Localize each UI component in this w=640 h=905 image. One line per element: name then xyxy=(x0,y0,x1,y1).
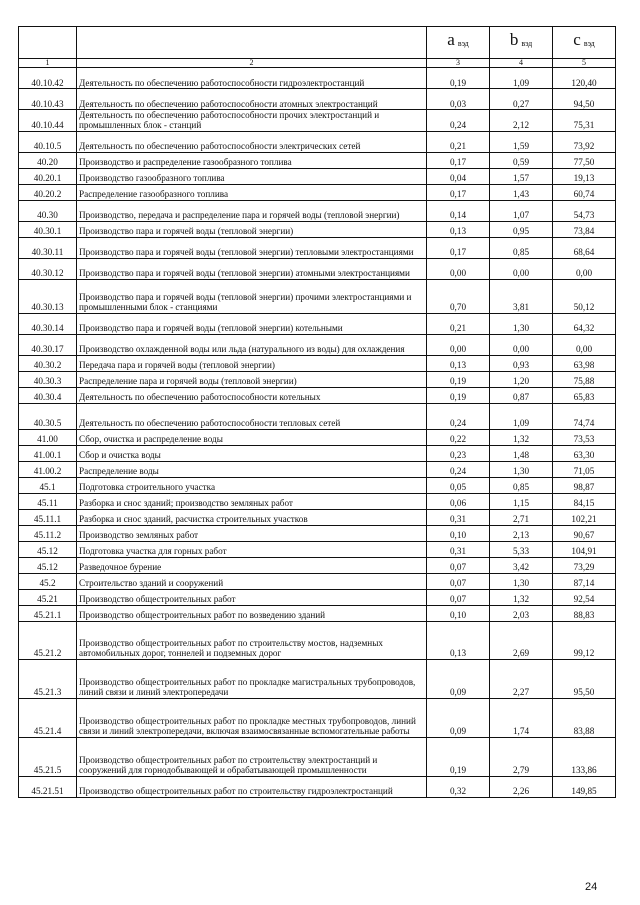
row-value-b: 1,09 xyxy=(490,68,553,89)
table-row xyxy=(19,429,616,445)
row-value-c: 63,98 xyxy=(553,355,616,371)
row-value-b: 3,42 xyxy=(490,557,553,573)
row-code: 40.30.11 xyxy=(19,237,77,258)
row-code: 40.30.12 xyxy=(19,258,77,279)
column-index: 3 xyxy=(427,59,490,68)
table-row xyxy=(19,371,616,387)
row-code: 40.10.42 xyxy=(19,68,77,89)
row-value-c: 83,88 xyxy=(553,698,616,737)
table-row xyxy=(19,279,616,313)
table-row xyxy=(19,355,616,371)
row-value-b: 1,32 xyxy=(490,429,553,445)
row-activity-name: Производство охлажденной воды или льда (натурального из воды) для охлаждения xyxy=(77,334,427,355)
row-value-b: 1,59 xyxy=(490,131,553,152)
table-row xyxy=(19,221,616,237)
table-row xyxy=(19,659,616,698)
row-activity-name: Строительство зданий и сооружений xyxy=(77,573,427,589)
row-code: 40.10.5 xyxy=(19,131,77,152)
table-row xyxy=(19,737,616,776)
row-value-a: 0,07 xyxy=(427,589,490,605)
row-value-c: 64,32 xyxy=(553,313,616,334)
row-activity-name: Распределение воды xyxy=(77,461,427,477)
table-row xyxy=(19,152,616,168)
row-value-a: 0,70 xyxy=(427,279,490,313)
row-value-b: 1,57 xyxy=(490,168,553,184)
row-code: 40.30.4 xyxy=(19,387,77,403)
row-value-c: 68,64 xyxy=(553,237,616,258)
table-row xyxy=(19,509,616,525)
row-code: 45.11.1 xyxy=(19,509,77,525)
table-row xyxy=(19,525,616,541)
row-code: 40.30.1 xyxy=(19,221,77,237)
table-row xyxy=(19,557,616,573)
row-code: 40.30.13 xyxy=(19,279,77,313)
row-code: 40.30 xyxy=(19,200,77,221)
row-code: 45.21 xyxy=(19,589,77,605)
row-value-b: 2,26 xyxy=(490,776,553,797)
row-value-c: 94,50 xyxy=(553,89,616,110)
row-activity-name: Деятельность по обеспечению работоспособности электрических сетей xyxy=(77,131,427,152)
row-value-c: 71,05 xyxy=(553,461,616,477)
row-value-b: 0,00 xyxy=(490,258,553,279)
table-row xyxy=(19,403,616,429)
row-code: 45.12 xyxy=(19,541,77,557)
row-activity-name: Сбор и очистка воды xyxy=(77,445,427,461)
row-value-c: 54,73 xyxy=(553,200,616,221)
table-row xyxy=(19,184,616,200)
row-activity-name: Деятельность по обеспечению работоспособности котельных xyxy=(77,387,427,403)
row-value-a: 0,21 xyxy=(427,131,490,152)
header-cell-code xyxy=(19,27,77,59)
row-code: 40.20 xyxy=(19,152,77,168)
row-value-b: 0,27 xyxy=(490,89,553,110)
row-activity-name: Производство пара и горячей воды (тепловой энергии) xyxy=(77,221,427,237)
row-code: 45.12 xyxy=(19,557,77,573)
table-row xyxy=(19,68,616,89)
row-value-b: 1,09 xyxy=(490,403,553,429)
row-value-b: 0,95 xyxy=(490,221,553,237)
table-row xyxy=(19,110,616,132)
row-code: 45.11.2 xyxy=(19,525,77,541)
row-value-c: 98,87 xyxy=(553,477,616,493)
row-activity-name: Распределение пара и горячей воды (тепловой энергии) xyxy=(77,371,427,387)
row-activity-name: Производство пара и горячей воды (тепловой энергии) атомными электростанциями xyxy=(77,258,427,279)
table-row xyxy=(19,131,616,152)
row-value-a: 0,14 xyxy=(427,200,490,221)
row-code: 45.1 xyxy=(19,477,77,493)
row-value-b: 2,27 xyxy=(490,659,553,698)
table-row xyxy=(19,461,616,477)
table-row xyxy=(19,237,616,258)
row-activity-name: Деятельность по обеспечению работоспособности гидроэлектростанций xyxy=(77,68,427,89)
row-value-b: 1,20 xyxy=(490,371,553,387)
row-value-c: 60,74 xyxy=(553,184,616,200)
row-value-a: 0,09 xyxy=(427,698,490,737)
row-value-a: 0,00 xyxy=(427,334,490,355)
row-value-b: 0,00 xyxy=(490,334,553,355)
row-code: 40.10.43 xyxy=(19,89,77,110)
row-value-c: 75,31 xyxy=(553,110,616,132)
row-value-a: 0,04 xyxy=(427,168,490,184)
row-value-b: 1,74 xyxy=(490,698,553,737)
row-value-b: 2,12 xyxy=(490,110,553,132)
row-value-a: 0,13 xyxy=(427,221,490,237)
row-value-b: 2,69 xyxy=(490,621,553,659)
row-activity-name: Производство общестроительных работ по строительству гидроэлектростанций xyxy=(77,776,427,797)
row-activity-name: Производство общестроительных работ по прокладке магистральных трубопроводов, линий связи и линий электропередачи xyxy=(77,659,427,698)
row-value-a: 0,07 xyxy=(427,557,490,573)
row-value-a: 0,06 xyxy=(427,493,490,509)
row-value-b: 1,30 xyxy=(490,461,553,477)
row-value-a: 0,09 xyxy=(427,659,490,698)
row-code: 40.30.5 xyxy=(19,403,77,429)
row-value-b: 0,87 xyxy=(490,387,553,403)
row-value-c: 0,00 xyxy=(553,258,616,279)
row-code: 45.11 xyxy=(19,493,77,509)
row-value-b: 1,30 xyxy=(490,313,553,334)
row-value-a: 0,07 xyxy=(427,573,490,589)
row-value-c: 120,40 xyxy=(553,68,616,89)
row-value-a: 0,21 xyxy=(427,313,490,334)
table-row xyxy=(19,698,616,737)
table-row xyxy=(19,445,616,461)
row-value-c: 65,83 xyxy=(553,387,616,403)
row-code: 45.21.51 xyxy=(19,776,77,797)
row-value-c: 50,12 xyxy=(553,279,616,313)
column-index: 1 xyxy=(19,59,77,68)
row-activity-name: Разборка и снос зданий; производство земляных работ xyxy=(77,493,427,509)
row-value-c: 73,53 xyxy=(553,429,616,445)
row-value-c: 90,67 xyxy=(553,525,616,541)
row-value-a: 0,32 xyxy=(427,776,490,797)
row-value-a: 0,31 xyxy=(427,541,490,557)
row-code: 40.10.44 xyxy=(19,110,77,132)
header-cell-b: b $_{вэд}$ xyxy=(490,27,553,59)
column-index: 2 xyxy=(77,59,427,68)
row-value-b: 1,15 xyxy=(490,493,553,509)
row-activity-name: Производство общестроительных работ по строительству электростанций и сооружений для горнодобывающей и обрабатывающей промышленности xyxy=(77,737,427,776)
row-value-a: 0,10 xyxy=(427,525,490,541)
row-activity-name: Производство пара и горячей воды (тепловой энергии) котельными xyxy=(77,313,427,334)
row-code: 45.21.1 xyxy=(19,605,77,621)
row-value-c: 77,50 xyxy=(553,152,616,168)
table-row xyxy=(19,89,616,110)
row-value-c: 19,13 xyxy=(553,168,616,184)
table-row xyxy=(19,258,616,279)
row-activity-name: Производство общестроительных работ по прокладке местных трубопроводов, линий связи и линий электропередачи, включая взаимосвязанные вспомогательные работы xyxy=(77,698,427,737)
row-value-b: 1,07 xyxy=(490,200,553,221)
row-activity-name: Производство газообразного топлива xyxy=(77,168,427,184)
row-value-c: 133,86 xyxy=(553,737,616,776)
column-index: 5 xyxy=(553,59,616,68)
row-code: 45.21.5 xyxy=(19,737,77,776)
table-row xyxy=(19,541,616,557)
row-activity-name: Подготовка строительного участка xyxy=(77,477,427,493)
row-activity-name: Производство пара и горячей воды (тепловой энергии) прочими электростанциями и промышленными блок - станциями xyxy=(77,279,427,313)
row-value-a: 0,19 xyxy=(427,387,490,403)
row-value-b: 1,43 xyxy=(490,184,553,200)
row-value-b: 0,85 xyxy=(490,237,553,258)
row-value-c: 92,54 xyxy=(553,589,616,605)
row-value-b: 2,13 xyxy=(490,525,553,541)
row-value-c: 99,12 xyxy=(553,621,616,659)
row-value-a: 0,17 xyxy=(427,152,490,168)
row-activity-name: Производство пара и горячей воды (тепловой энергии) тепловыми электростанциями xyxy=(77,237,427,258)
row-value-b: 0,85 xyxy=(490,477,553,493)
row-value-c: 87,14 xyxy=(553,573,616,589)
row-value-a: 0,10 xyxy=(427,605,490,621)
table-row xyxy=(19,334,616,355)
row-value-b: 3,81 xyxy=(490,279,553,313)
row-value-c: 84,15 xyxy=(553,493,616,509)
row-value-a: 0,13 xyxy=(427,355,490,371)
row-value-c: 73,92 xyxy=(553,131,616,152)
row-code: 40.20.1 xyxy=(19,168,77,184)
row-code: 41.00 xyxy=(19,429,77,445)
row-activity-name: Производство и распределение газообразного топлива xyxy=(77,152,427,168)
row-value-b: 1,48 xyxy=(490,445,553,461)
table-row xyxy=(19,589,616,605)
row-code: 45.21.3 xyxy=(19,659,77,698)
row-activity-name: Деятельность по обеспечению работоспособности прочих электростанций и промышленных блок - станций xyxy=(77,110,427,132)
row-activity-name: Разведочное бурение xyxy=(77,557,427,573)
row-value-a: 0,17 xyxy=(427,237,490,258)
row-activity-name: Деятельность по обеспечению работоспособности атомных электростанций xyxy=(77,89,427,110)
row-activity-name: Производство общестроительных работ по строительству мостов, надземных автомобильных дорог, тоннелей и подземных дорог xyxy=(77,621,427,659)
row-activity-name: Производство земляных работ xyxy=(77,525,427,541)
table-row xyxy=(19,313,616,334)
row-value-c: 75,88 xyxy=(553,371,616,387)
row-code: 45.21.4 xyxy=(19,698,77,737)
table-row xyxy=(19,200,616,221)
row-value-b: 0,59 xyxy=(490,152,553,168)
row-value-c: 74,74 xyxy=(553,403,616,429)
row-value-c: 104,91 xyxy=(553,541,616,557)
row-value-a: 0,13 xyxy=(427,621,490,659)
row-value-b: 0,93 xyxy=(490,355,553,371)
row-value-a: 0,00 xyxy=(427,258,490,279)
row-value-c: 88,83 xyxy=(553,605,616,621)
row-value-b: 2,71 xyxy=(490,509,553,525)
row-activity-name: Сбор, очистка и распределение воды xyxy=(77,429,427,445)
row-code: 41.00.2 xyxy=(19,461,77,477)
table-row xyxy=(19,776,616,797)
row-value-a: 0,31 xyxy=(427,509,490,525)
row-code: 41.00.1 xyxy=(19,445,77,461)
table-row xyxy=(19,621,616,659)
column-index-row xyxy=(19,59,616,68)
row-code: 40.20.2 xyxy=(19,184,77,200)
row-value-b: 5,33 xyxy=(490,541,553,557)
table-row xyxy=(19,605,616,621)
row-value-c: 95,50 xyxy=(553,659,616,698)
row-code: 40.30.2 xyxy=(19,355,77,371)
row-value-a: 0,22 xyxy=(427,429,490,445)
table-row xyxy=(19,387,616,403)
row-value-c: 102,21 xyxy=(553,509,616,525)
coefficients-table xyxy=(18,26,616,798)
row-value-c: 73,84 xyxy=(553,221,616,237)
row-value-b: 1,30 xyxy=(490,573,553,589)
row-activity-name: Производство общестроительных работ по возведению зданий xyxy=(77,605,427,621)
row-activity-name: Подготовка участка для горных работ xyxy=(77,541,427,557)
row-activity-name: Разборка и снос зданий, расчистка строительных участков xyxy=(77,509,427,525)
header-cell-name xyxy=(77,27,427,59)
table-row xyxy=(19,573,616,589)
row-value-c: 63,30 xyxy=(553,445,616,461)
header-cell-a: a $_{вэд}$ xyxy=(427,27,490,59)
row-value-a: 0,24 xyxy=(427,110,490,132)
header-cell-c: c $_{вэд}$ xyxy=(553,27,616,59)
row-activity-name: Производство, передача и распределение пара и горячей воды (тепловой энергии) xyxy=(77,200,427,221)
row-activity-name: Передача пара и горячей воды (тепловой энергии) xyxy=(77,355,427,371)
table-row xyxy=(19,477,616,493)
row-value-a: 0,17 xyxy=(427,184,490,200)
row-value-c: 0,00 xyxy=(553,334,616,355)
row-value-a: 0,05 xyxy=(427,477,490,493)
row-value-a: 0,19 xyxy=(427,737,490,776)
row-value-a: 0,19 xyxy=(427,371,490,387)
row-value-b: 2,03 xyxy=(490,605,553,621)
page-number: 24 xyxy=(585,881,598,893)
table-header-row xyxy=(19,27,616,59)
column-index: 4 xyxy=(490,59,553,68)
row-value-c: 73,29 xyxy=(553,557,616,573)
row-code: 40.30.3 xyxy=(19,371,77,387)
row-code: 40.30.17 xyxy=(19,334,77,355)
table-row xyxy=(19,168,616,184)
row-activity-name: Деятельность по обеспечению работоспособности тепловых сетей xyxy=(77,403,427,429)
row-value-a: 0,23 xyxy=(427,445,490,461)
row-code: 45.21.2 xyxy=(19,621,77,659)
row-activity-name: Производство общестроительных работ xyxy=(77,589,427,605)
row-value-a: 0,24 xyxy=(427,403,490,429)
row-value-a: 0,24 xyxy=(427,461,490,477)
row-code: 45.2 xyxy=(19,573,77,589)
table-row xyxy=(19,493,616,509)
row-activity-name: Распределение газообразного топлива xyxy=(77,184,427,200)
row-value-b: 2,79 xyxy=(490,737,553,776)
row-code: 40.30.14 xyxy=(19,313,77,334)
row-value-b: 1,32 xyxy=(490,589,553,605)
row-value-c: 149,85 xyxy=(553,776,616,797)
row-value-a: 0,03 xyxy=(427,89,490,110)
row-value-a: 0,19 xyxy=(427,68,490,89)
